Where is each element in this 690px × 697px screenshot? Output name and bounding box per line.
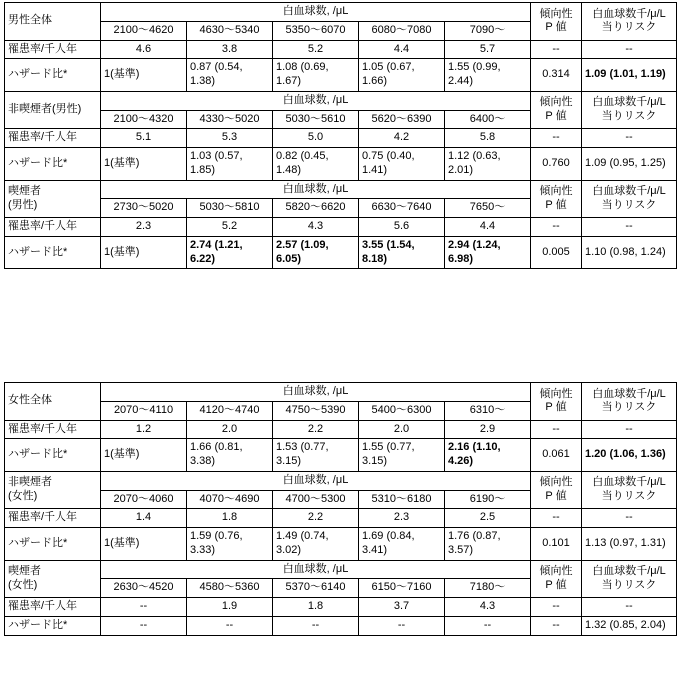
cell-value: 2.94 (1.24, 6.98) bbox=[445, 236, 531, 269]
trend-header-line2: P 値 bbox=[545, 578, 567, 591]
bin-label: 4580〜5360 bbox=[187, 579, 273, 598]
trend-value: 0.314 bbox=[531, 59, 582, 92]
cell-value: 0.82 (0.45, 1.48) bbox=[273, 148, 359, 181]
table-row bbox=[5, 148, 677, 181]
table-row bbox=[5, 129, 677, 148]
risk-header bbox=[582, 471, 677, 509]
trend-value: -- bbox=[531, 218, 582, 237]
cell-value: -- bbox=[187, 616, 273, 635]
bin-label: 6080〜7080 bbox=[359, 21, 445, 40]
trend-header bbox=[531, 560, 582, 598]
row-label: 罹患率/千人年 bbox=[5, 420, 101, 439]
risk-value: 1.32 (0.85, 2.04) bbox=[582, 616, 677, 635]
trend-header-line2: P 値 bbox=[545, 490, 567, 502]
bin-label: 4750〜5390 bbox=[273, 401, 359, 420]
risk-value: 1.13 (0.97, 1.31) bbox=[582, 528, 677, 561]
cell-value: 3.55 (1.54, 8.18) bbox=[359, 236, 445, 269]
group-label-line1: 喫煙者 bbox=[8, 185, 41, 197]
trend-value: -- bbox=[531, 129, 582, 148]
row-label: ハザード比* bbox=[5, 439, 101, 472]
risk-header-line2: 当りリスク bbox=[601, 578, 657, 591]
wbc-header: 白血球数, /μL bbox=[101, 91, 531, 110]
table-row bbox=[5, 383, 677, 402]
risk-header-line1: 白血球数千/μ/L bbox=[592, 96, 666, 109]
cell-value: 1(基準) bbox=[101, 236, 187, 269]
trend-header-line2: P 値 bbox=[545, 21, 567, 34]
bin-label: 6400〜 bbox=[445, 110, 531, 129]
wbc-header: 白血球数, /μL bbox=[101, 383, 531, 402]
cell-value: 2.16 (1.10, 4.26) bbox=[445, 439, 531, 472]
cell-value: 4.3 bbox=[273, 218, 359, 237]
table-row bbox=[5, 180, 677, 199]
table-female bbox=[4, 382, 677, 636]
bin-label: 7090〜 bbox=[445, 21, 531, 40]
cell-value: 1.49 (0.74, 3.02) bbox=[273, 528, 359, 561]
row-label: ハザード比* bbox=[5, 148, 101, 181]
cell-value: 1(基準) bbox=[101, 439, 187, 472]
wbc-header: 白血球数, /μL bbox=[101, 3, 531, 22]
cell-value: 1.4 bbox=[101, 509, 187, 528]
bin-label: 7180〜 bbox=[445, 579, 531, 598]
cell-value: 5.3 bbox=[187, 129, 273, 148]
risk-header bbox=[582, 560, 677, 598]
cell-value: 2.3 bbox=[101, 218, 187, 237]
cell-value: 2.3 bbox=[359, 509, 445, 528]
female-tables-group bbox=[4, 382, 677, 636]
bin-label: 5820〜6620 bbox=[273, 199, 359, 218]
group-label bbox=[5, 560, 101, 598]
row-label: 罹患率/千人年 bbox=[5, 509, 101, 528]
table-row bbox=[5, 420, 677, 439]
cell-value: 1(基準) bbox=[101, 148, 187, 181]
bin-label: 6630〜7640 bbox=[359, 199, 445, 218]
cell-value: 1.8 bbox=[273, 598, 359, 617]
table-row bbox=[5, 91, 677, 110]
table-male bbox=[4, 2, 677, 269]
trend-header-line2: P 値 bbox=[545, 198, 567, 211]
cell-value: 2.0 bbox=[359, 420, 445, 439]
bin-label: 2100〜4620 bbox=[101, 21, 187, 40]
trend-header bbox=[531, 471, 582, 509]
risk-header-line2: 当りリスク bbox=[601, 490, 657, 502]
trend-header-line1: 傾向性 bbox=[539, 565, 573, 577]
table-row bbox=[5, 3, 677, 22]
wbc-header: 白血球数, /μL bbox=[101, 471, 531, 490]
male-tables-group bbox=[4, 2, 677, 269]
bin-label: 5400〜6300 bbox=[359, 401, 445, 420]
group-label-line2: (男性) bbox=[8, 198, 38, 211]
table-row bbox=[5, 218, 677, 237]
row-label: 罹患率/千人年 bbox=[5, 129, 101, 148]
group-label: 非喫煙者(男性) bbox=[5, 91, 101, 129]
cell-value: 5.2 bbox=[273, 40, 359, 59]
cell-value: 3.7 bbox=[359, 598, 445, 617]
table-row bbox=[5, 59, 677, 92]
trend-value: -- bbox=[531, 40, 582, 59]
cell-value: 2.2 bbox=[273, 509, 359, 528]
cell-value: 1.8 bbox=[187, 509, 273, 528]
cell-value: 2.74 (1.21, 6.22) bbox=[187, 236, 273, 269]
bin-label: 2730〜5020 bbox=[101, 199, 187, 218]
trend-header-line1: 傾向性 bbox=[539, 96, 573, 109]
cell-value: 1.12 (0.63, 2.01) bbox=[445, 148, 531, 181]
cell-value: 5.1 bbox=[101, 129, 187, 148]
cell-value: 2.5 bbox=[445, 509, 531, 528]
cell-value: 0.75 (0.40, 1.41) bbox=[359, 148, 445, 181]
cell-value: 5.8 bbox=[445, 129, 531, 148]
risk-header bbox=[582, 3, 677, 41]
risk-value: -- bbox=[582, 40, 677, 59]
cell-value: 4.2 bbox=[359, 129, 445, 148]
cell-value: -- bbox=[101, 598, 187, 617]
risk-value: -- bbox=[582, 129, 677, 148]
cell-value: 2.57 (1.09, 6.05) bbox=[273, 236, 359, 269]
table-row bbox=[5, 509, 677, 528]
trend-header bbox=[531, 91, 582, 129]
bin-label: 6190〜 bbox=[445, 490, 531, 509]
cell-value: 1.05 (0.67, 1.66) bbox=[359, 59, 445, 92]
row-label: ハザード比* bbox=[5, 616, 101, 635]
group-label-line2: (女性) bbox=[8, 490, 38, 502]
trend-header-line1: 傾向性 bbox=[539, 476, 573, 489]
group-label-line1: 非喫煙者 bbox=[8, 476, 52, 489]
trend-value: 0.005 bbox=[531, 236, 582, 269]
risk-value: -- bbox=[582, 420, 677, 439]
trend-header bbox=[531, 383, 582, 421]
trend-value: 0.101 bbox=[531, 528, 582, 561]
bin-label: 6150〜7160 bbox=[359, 579, 445, 598]
cell-value: -- bbox=[101, 616, 187, 635]
cell-value: 2.0 bbox=[187, 420, 273, 439]
table-row bbox=[5, 40, 677, 59]
trend-value: -- bbox=[531, 420, 582, 439]
table-row bbox=[5, 560, 677, 579]
row-label: ハザード比* bbox=[5, 528, 101, 561]
bin-label: 5310〜6180 bbox=[359, 490, 445, 509]
cell-value: 5.2 bbox=[187, 218, 273, 237]
bin-label: 4070〜4690 bbox=[187, 490, 273, 509]
risk-value: -- bbox=[582, 509, 677, 528]
cell-value: 0.87 (0.54, 1.38) bbox=[187, 59, 273, 92]
trend-value: 0.760 bbox=[531, 148, 582, 181]
trend-header-line2: P 値 bbox=[545, 401, 567, 414]
risk-header-line2: 当りリスク bbox=[601, 198, 657, 211]
cell-value: 1.2 bbox=[101, 420, 187, 439]
trend-value: -- bbox=[531, 616, 582, 635]
bin-label: 7650〜 bbox=[445, 199, 531, 218]
risk-value: 1.10 (0.98, 1.24) bbox=[582, 236, 677, 269]
trend-header-line1: 傾向性 bbox=[539, 387, 573, 400]
cell-value: 5.0 bbox=[273, 129, 359, 148]
bin-label: 5370〜6140 bbox=[273, 579, 359, 598]
cell-value: 1.76 (0.87, 3.57) bbox=[445, 528, 531, 561]
trend-value: 0.061 bbox=[531, 439, 582, 472]
row-label: 罹患率/千人年 bbox=[5, 598, 101, 617]
cell-value: 1.03 (0.57, 1.85) bbox=[187, 148, 273, 181]
risk-header bbox=[582, 383, 677, 421]
cell-value: 1(基準) bbox=[101, 59, 187, 92]
table-row bbox=[5, 439, 677, 472]
cell-value: -- bbox=[273, 616, 359, 635]
cell-value: 5.7 bbox=[445, 40, 531, 59]
bin-label: 4700〜5300 bbox=[273, 490, 359, 509]
row-label: 罹患率/千人年 bbox=[5, 40, 101, 59]
cell-value: 4.3 bbox=[445, 598, 531, 617]
trend-header-line1: 傾向性 bbox=[539, 7, 573, 20]
cell-value: 2.2 bbox=[273, 420, 359, 439]
trend-value: -- bbox=[531, 598, 582, 617]
cell-value: 1.55 (0.77, 3.15) bbox=[359, 439, 445, 472]
cell-value: 1.59 (0.76, 3.33) bbox=[187, 528, 273, 561]
trend-header bbox=[531, 180, 582, 218]
bin-label: 2100〜4320 bbox=[101, 110, 187, 129]
wbc-header: 白血球数, /μL bbox=[101, 560, 531, 579]
trend-header bbox=[531, 3, 582, 41]
bin-label: 5620〜6390 bbox=[359, 110, 445, 129]
risk-header-line1: 白血球数千/μ/L bbox=[592, 387, 666, 400]
trend-value: -- bbox=[531, 509, 582, 528]
bin-label: 4630〜5340 bbox=[187, 21, 273, 40]
table-row bbox=[5, 236, 677, 269]
risk-header-line2: 当りリスク bbox=[601, 110, 657, 122]
risk-header bbox=[582, 180, 677, 218]
cell-value: 1.53 (0.77, 3.15) bbox=[273, 439, 359, 472]
row-label: 罹患率/千人年 bbox=[5, 218, 101, 237]
cell-value: 1.66 (0.81, 3.38) bbox=[187, 439, 273, 472]
cell-value: 1.08 (0.69, 1.67) bbox=[273, 59, 359, 92]
risk-value: 1.09 (0.95, 1.25) bbox=[582, 148, 677, 181]
wbc-header: 白血球数, /μL bbox=[101, 180, 531, 199]
table-row bbox=[5, 471, 677, 490]
bin-label: 5350〜6070 bbox=[273, 21, 359, 40]
bin-label: 2070〜4060 bbox=[101, 490, 187, 509]
risk-header-line2: 当りリスク bbox=[601, 21, 657, 34]
group-label: 女性全体 bbox=[5, 383, 101, 421]
risk-value: 1.20 (1.06, 1.36) bbox=[582, 439, 677, 472]
table-row bbox=[5, 528, 677, 561]
cell-value: 1.9 bbox=[187, 598, 273, 617]
cell-value: 4.6 bbox=[101, 40, 187, 59]
trend-header-line1: 傾向性 bbox=[539, 185, 573, 197]
cell-value: 2.9 bbox=[445, 420, 531, 439]
group-label-line2: (女性) bbox=[8, 578, 38, 591]
risk-header-line1: 白血球数千/μ/L bbox=[592, 185, 666, 197]
risk-header-line1: 白血球数千/μ/L bbox=[592, 565, 666, 577]
cell-value: 1.69 (0.84, 3.41) bbox=[359, 528, 445, 561]
row-label: ハザード比* bbox=[5, 236, 101, 269]
cell-value: -- bbox=[445, 616, 531, 635]
cell-value: 4.4 bbox=[359, 40, 445, 59]
cell-value: 3.8 bbox=[187, 40, 273, 59]
bin-label: 2070〜4110 bbox=[101, 401, 187, 420]
risk-header-line1: 白血球数千/μ/L bbox=[592, 476, 666, 489]
cell-value: -- bbox=[359, 616, 445, 635]
group-label bbox=[5, 180, 101, 218]
trend-header-line2: P 値 bbox=[545, 110, 567, 122]
risk-value: -- bbox=[582, 218, 677, 237]
bin-label: 4330〜5020 bbox=[187, 110, 273, 129]
cell-value: 1(基準) bbox=[101, 528, 187, 561]
bin-label: 2630〜4520 bbox=[101, 579, 187, 598]
bin-label: 5030〜5810 bbox=[187, 199, 273, 218]
row-label: ハザード比* bbox=[5, 59, 101, 92]
bin-label: 6310〜 bbox=[445, 401, 531, 420]
bin-label: 4120〜4740 bbox=[187, 401, 273, 420]
risk-header bbox=[582, 91, 677, 129]
cell-value: 4.4 bbox=[445, 218, 531, 237]
group-label-line1: 喫煙者 bbox=[8, 565, 41, 577]
risk-value: -- bbox=[582, 598, 677, 617]
table-row bbox=[5, 616, 677, 635]
cell-value: 1.55 (0.99, 2.44) bbox=[445, 59, 531, 92]
bin-label: 5030〜5610 bbox=[273, 110, 359, 129]
group-label: 男性全体 bbox=[5, 3, 101, 41]
risk-value: 1.09 (1.01, 1.19) bbox=[582, 59, 677, 92]
table-row bbox=[5, 598, 677, 617]
risk-header-line1: 白血球数千/μ/L bbox=[592, 7, 666, 20]
risk-header-line2: 当りリスク bbox=[601, 401, 657, 414]
group-label bbox=[5, 471, 101, 509]
cell-value: 5.6 bbox=[359, 218, 445, 237]
